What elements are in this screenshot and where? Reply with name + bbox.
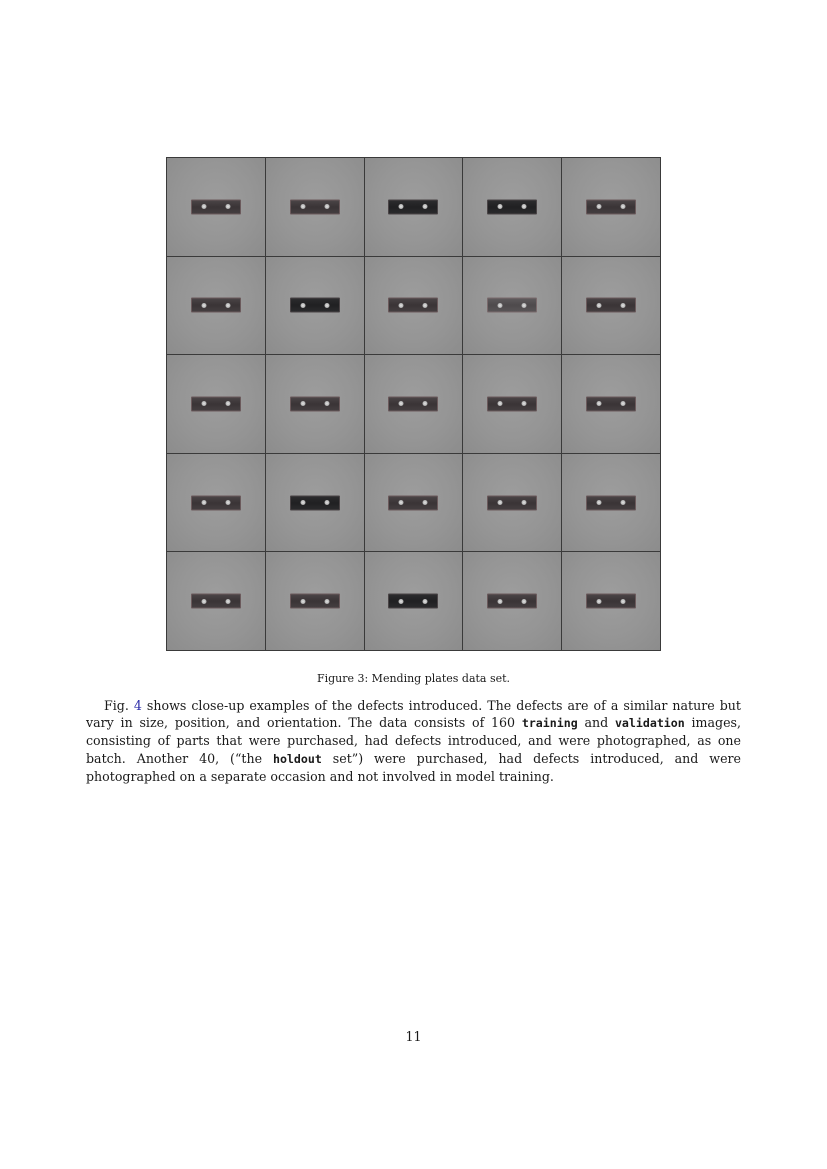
plate-photo-tile <box>365 355 463 453</box>
mending-plate <box>290 396 340 411</box>
plate-photo-tile <box>266 552 364 650</box>
code-validation: validation <box>614 716 685 731</box>
screw-hole <box>522 401 527 406</box>
screw-hole <box>423 401 428 406</box>
screw-hole <box>498 599 503 604</box>
screw-hole <box>300 599 305 604</box>
screw-hole <box>324 204 329 209</box>
screw-hole <box>621 204 626 209</box>
screw-hole <box>597 500 602 505</box>
mending-plate <box>191 298 241 313</box>
screw-hole <box>201 500 206 505</box>
screw-hole <box>225 303 230 308</box>
mending-plate <box>191 396 241 411</box>
mending-plate <box>487 298 537 313</box>
screw-hole <box>597 303 602 308</box>
screw-hole <box>225 500 230 505</box>
screw-hole <box>597 401 602 406</box>
screw-hole <box>621 401 626 406</box>
screw-hole <box>324 500 329 505</box>
mending-plate <box>191 594 241 609</box>
screw-hole <box>324 303 329 308</box>
plate-photo-tile <box>365 454 463 552</box>
screw-hole <box>597 599 602 604</box>
mending-plate <box>290 495 340 510</box>
mending-plate <box>586 298 636 313</box>
figure-caption: Figure 3: Mending plates data set. <box>316 672 511 685</box>
screw-hole <box>423 500 428 505</box>
screw-hole <box>300 500 305 505</box>
screw-hole <box>201 204 206 209</box>
text-segment: images, consisting of parts that were purchased, had defects introduced, and were photographed, as one batch. Another 40, (“the <box>86 715 741 766</box>
body-paragraph <box>86 697 741 785</box>
screw-hole <box>522 599 527 604</box>
screw-hole <box>621 303 626 308</box>
text-segment: and <box>577 715 615 731</box>
mending-plate <box>586 396 636 411</box>
plate-photo-tile <box>266 355 364 453</box>
plate-photo-tile <box>562 355 660 453</box>
screw-hole <box>300 303 305 308</box>
screw-hole <box>522 204 527 209</box>
screw-hole <box>300 401 305 406</box>
mending-plate <box>586 495 636 510</box>
screw-hole <box>498 204 503 209</box>
mending-plates-figure <box>166 157 661 651</box>
screw-hole <box>300 204 305 209</box>
plate-photo-tile <box>167 158 265 256</box>
screw-hole <box>498 401 503 406</box>
screw-hole <box>399 303 404 308</box>
mending-plate <box>388 495 438 510</box>
mending-plate <box>191 495 241 510</box>
mending-plate <box>487 495 537 510</box>
screw-hole <box>324 599 329 604</box>
plate-photo-tile <box>463 257 561 355</box>
mending-plate <box>388 298 438 313</box>
screw-hole <box>201 303 206 308</box>
screw-hole <box>522 500 527 505</box>
mending-plate <box>487 396 537 411</box>
mending-plate <box>487 199 537 214</box>
screw-hole <box>399 401 404 406</box>
screw-hole <box>621 500 626 505</box>
plate-photo-tile <box>167 454 265 552</box>
screw-hole <box>324 401 329 406</box>
plate-photo-tile <box>167 552 265 650</box>
mending-plate <box>290 199 340 214</box>
screw-hole <box>597 204 602 209</box>
plate-photo-tile <box>562 158 660 256</box>
figure-reference-link[interactable]: 4 <box>133 698 142 713</box>
screw-hole <box>201 401 206 406</box>
screw-hole <box>399 599 404 604</box>
plate-photo-tile <box>167 257 265 355</box>
mending-plate <box>388 199 438 214</box>
screw-hole <box>399 204 404 209</box>
mending-plate <box>388 594 438 609</box>
mending-plate <box>586 594 636 609</box>
screw-hole <box>201 599 206 604</box>
plate-photo-tile <box>266 257 364 355</box>
plate-photo-tile <box>365 158 463 256</box>
code-holdout: holdout <box>272 751 322 766</box>
mending-plate <box>290 594 340 609</box>
mending-plate <box>586 199 636 214</box>
plate-photo-tile <box>562 552 660 650</box>
plate-photo-tile <box>463 552 561 650</box>
screw-hole <box>423 204 428 209</box>
plate-photo-tile <box>463 355 561 453</box>
plate-photo-tile <box>167 355 265 453</box>
plate-photo-tile <box>562 257 660 355</box>
mending-plate <box>290 298 340 313</box>
screw-hole <box>621 599 626 604</box>
plate-photo-tile <box>365 552 463 650</box>
screw-hole <box>498 500 503 505</box>
mending-plate <box>487 594 537 609</box>
screw-hole <box>423 599 428 604</box>
screw-hole <box>399 500 404 505</box>
screw-hole <box>423 303 428 308</box>
plate-photo-tile <box>463 158 561 256</box>
plate-photo-tile <box>266 454 364 552</box>
mending-plate <box>388 396 438 411</box>
page-number: 11 <box>405 1029 422 1044</box>
text-segment: set”) were purchased, had defects introduced, and were photographed on a separate occasion and not involved in model training. <box>86 750 741 784</box>
screw-hole <box>225 204 230 209</box>
screw-hole <box>225 401 230 406</box>
plate-photo-tile <box>266 158 364 256</box>
plate-photo-tile <box>365 257 463 355</box>
screw-hole <box>498 303 503 308</box>
code-training: training <box>521 716 578 731</box>
text-segment: Fig. <box>104 698 134 713</box>
screw-hole <box>522 303 527 308</box>
plate-photo-tile <box>463 454 561 552</box>
mending-plate <box>191 199 241 214</box>
screw-hole <box>225 599 230 604</box>
plate-photo-tile <box>562 454 660 552</box>
text-segment: shows close-up examples of the defects introduced. The defects are of a similar nature but vary in size, position, and orientation. The data consists of 160 <box>86 698 741 731</box>
